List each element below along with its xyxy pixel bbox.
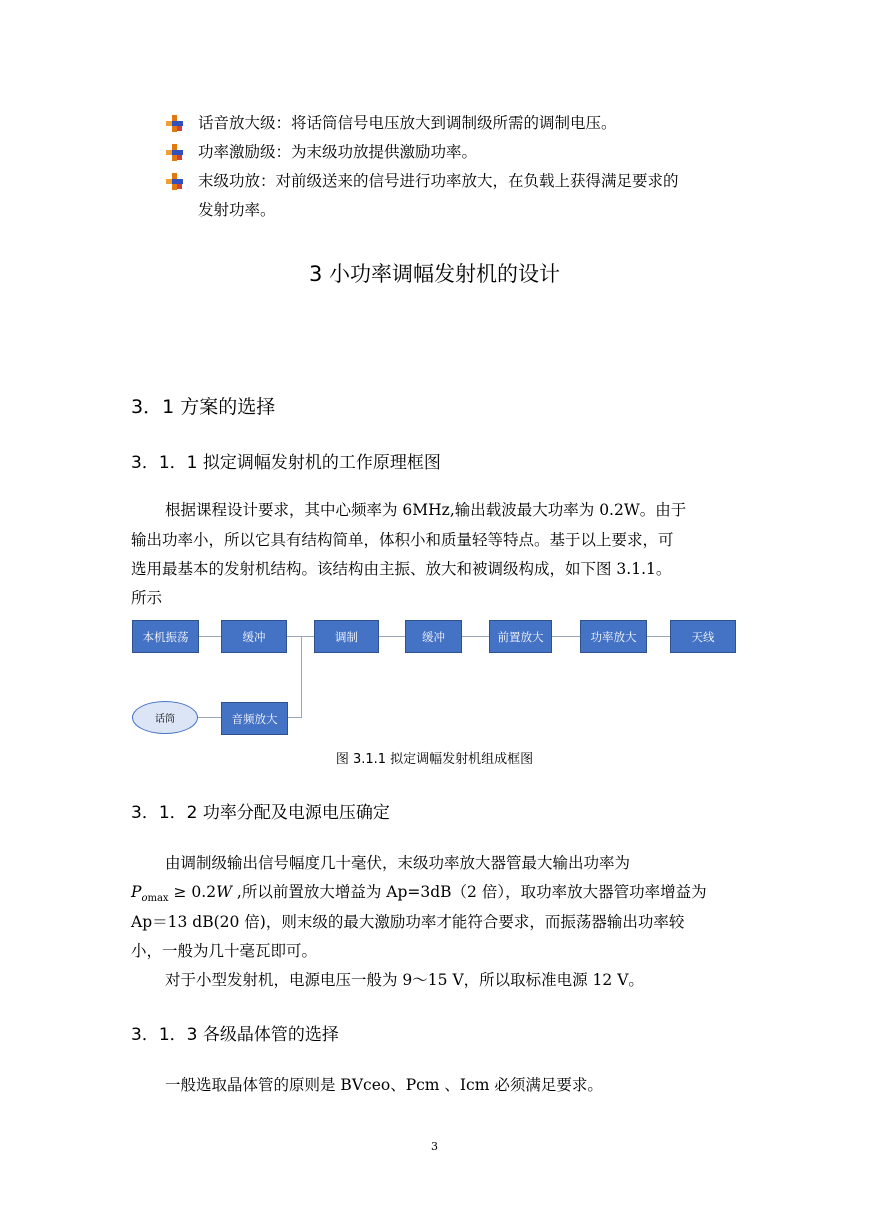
formula-inequality: ≥ 0.2 bbox=[168, 883, 217, 901]
block-power-amp: 功率放大 bbox=[580, 620, 647, 653]
paragraph-line: 小，一般为几十毫瓦即可。 bbox=[131, 942, 318, 960]
formula-subscript-max: max bbox=[147, 893, 169, 905]
bullet-text: 功率激励级：为末级功放提供激励功率。 bbox=[198, 143, 478, 161]
paragraph-line: 对于小型发射机，电源电压一般为 9～15 V，所以取标准电源 12 V。 bbox=[165, 971, 644, 989]
paragraph-line: 所示 bbox=[131, 589, 163, 607]
block-audio-amp: 音频放大 bbox=[221, 702, 288, 735]
connector-line bbox=[552, 636, 580, 637]
paragraph-line: 由调制级输出信号幅度几十毫伏，末级功率放大器管最大输出功率为 bbox=[165, 854, 631, 872]
bullet-text: 话音放大级：将话筒信号电压放大到调制级所需的调制电压。 bbox=[198, 114, 617, 132]
paragraph-line-formula bbox=[131, 880, 707, 904]
paragraph-line-tail: ,所以前置放大增益为 Ap=3dB（2 倍），取功率放大器管功率增益为 bbox=[232, 883, 707, 901]
formula-symbol: P bbox=[131, 883, 142, 901]
formula-unit: W bbox=[216, 883, 232, 901]
formula-subscript: o bbox=[141, 893, 148, 905]
section-heading-3-1-1: 3．1．1 拟定调幅发射机的工作原理框图 bbox=[131, 453, 441, 473]
block-microphone: 话筒 bbox=[132, 701, 198, 734]
page-number: 3 bbox=[431, 1140, 438, 1153]
paragraph-line: 一般选取晶体管的原则是 BVceo、Pcm 、Icm 必须满足要求。 bbox=[165, 1076, 603, 1094]
connector-line bbox=[199, 636, 221, 637]
bullet-icon bbox=[166, 173, 183, 190]
block-modulator: 调制 bbox=[314, 620, 379, 653]
block-buffer-1: 缓冲 bbox=[221, 620, 287, 653]
connector-line bbox=[647, 636, 670, 637]
section-heading-3-1-3: 3．1．3 各级晶体管的选择 bbox=[131, 1025, 339, 1045]
bullet-icon bbox=[166, 144, 183, 161]
section-heading-3-1-2: 3．1．2 功率分配及电源电压确定 bbox=[131, 803, 390, 823]
block-preamp: 前置放大 bbox=[489, 620, 552, 653]
chapter-title: 3 小功率调幅发射机的设计 bbox=[308, 262, 561, 286]
connector-line bbox=[301, 636, 302, 718]
connector-line bbox=[198, 717, 221, 718]
connector-line bbox=[288, 717, 302, 718]
section-heading-3-1: 3．1 方案的选择 bbox=[131, 396, 276, 418]
paragraph-line: 选用最基本的发射机结构。该结构由主振、放大和被调级构成，如下图 3.1.1。 bbox=[131, 560, 672, 578]
figure-caption: 图 3.1.1 拟定调幅发射机组成框图 bbox=[335, 752, 534, 767]
connector-line bbox=[379, 636, 405, 637]
block-buffer-2: 缓冲 bbox=[405, 620, 462, 653]
block-local-oscillator: 本机振荡 bbox=[132, 620, 199, 653]
block-antenna: 天线 bbox=[670, 620, 736, 653]
paragraph-line: Ap＝13 dB(20 倍)，则末级的最大激励功率才能符合要求，而振荡器输出功率较 bbox=[131, 913, 685, 931]
bullet-continuation: 发射功率。 bbox=[198, 201, 276, 219]
bullet-text: 末级功放：对前级送来的信号进行功率放大，在负载上获得满足要求的 bbox=[198, 172, 679, 190]
bullet-icon bbox=[166, 115, 183, 132]
paragraph-line: 根据课程设计要求，其中心频率为 6MHz,输出载波最大功率为 0.2W。由于 bbox=[165, 501, 687, 519]
paragraph-line: 输出功率小，所以它具有结构简单，体积小和质量轻等特点。基于以上要求，可 bbox=[131, 531, 674, 549]
connector-line bbox=[462, 636, 489, 637]
